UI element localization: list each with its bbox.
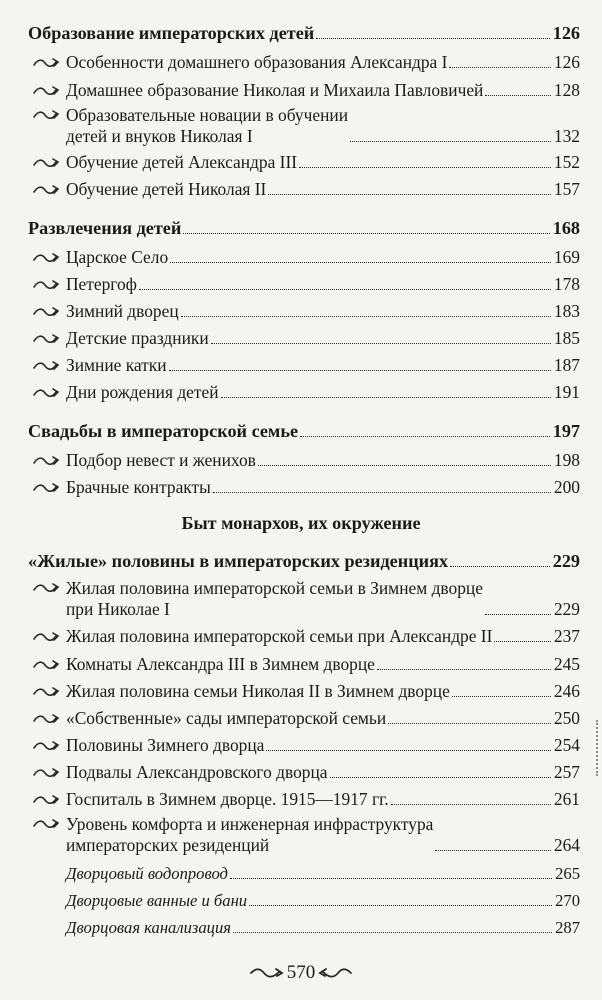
entry-title: Детские праздники <box>66 328 209 348</box>
scan-edge-mark <box>592 720 598 776</box>
page-number: 198 <box>553 450 580 470</box>
toc-entry[interactable] <box>32 301 580 322</box>
toc-entry[interactable] <box>32 654 580 675</box>
leader-dots <box>452 695 551 697</box>
leader-dots <box>213 491 551 493</box>
toc-section-education[interactable] <box>28 23 580 44</box>
toc-entry[interactable] <box>32 152 580 173</box>
ornament-icon <box>32 712 62 726</box>
entry-title: Дни рождения детей <box>66 382 219 402</box>
toc-entry[interactable] <box>32 103 580 147</box>
leader-dots <box>299 166 551 168</box>
leader-dots <box>233 931 552 933</box>
leader-dots <box>258 464 551 466</box>
leader-dots <box>494 640 551 642</box>
page-number: 250 <box>553 708 580 728</box>
toc-entry[interactable] <box>32 812 580 856</box>
page-number: 246 <box>553 681 580 701</box>
toc-entry[interactable] <box>32 179 580 200</box>
page-number: 264 <box>553 835 580 855</box>
page-number: 254 <box>553 735 580 755</box>
leader-dots <box>300 435 550 437</box>
leader-dots <box>377 668 551 670</box>
toc-entry[interactable] <box>32 382 580 403</box>
entry-title: Госпиталь в Зимнем дворце. 1915—1917 гг. <box>66 789 389 809</box>
page-number: 128 <box>553 80 580 100</box>
leader-dots <box>230 877 552 879</box>
entry-title-line: императорских резиденций <box>66 835 270 855</box>
section-title: «Жилые» половины в императорских резиденциях <box>28 551 449 571</box>
toc-section-entertainment[interactable] <box>28 218 580 239</box>
ornament-icon <box>32 386 62 400</box>
page-folio <box>0 962 602 984</box>
leader-dots <box>449 66 550 68</box>
page-number: 152 <box>553 152 580 172</box>
toc-entry[interactable] <box>32 247 580 268</box>
page-number: 126 <box>553 52 580 72</box>
toc-subentry[interactable] <box>66 863 580 884</box>
section-title: Свадьбы в императорской семье <box>28 421 299 441</box>
entry-title-line: при Николае I <box>66 599 170 619</box>
part-title: Быт монархов, их окружение <box>181 513 421 533</box>
page-number: 187 <box>553 355 580 375</box>
page-number: 287 <box>555 918 580 937</box>
entry-title: «Собственные» сады императорской семьи <box>66 708 387 728</box>
ornament-icon <box>32 481 62 495</box>
ornament-icon <box>32 278 62 292</box>
folio-ornament-left-icon <box>249 966 285 980</box>
page-number: 168 <box>552 218 580 238</box>
leader-dots <box>485 94 551 96</box>
page-number: 185 <box>553 328 580 348</box>
ornament-icon <box>32 156 62 170</box>
page-number: 126 <box>552 23 580 43</box>
toc-entry[interactable] <box>32 274 580 295</box>
entry-title: Обучение детей Александра III <box>66 152 298 172</box>
ornament-icon <box>32 793 62 807</box>
leader-dots <box>435 849 551 851</box>
ornament-icon <box>32 658 62 672</box>
toc-entry[interactable] <box>32 450 580 471</box>
toc-entry[interactable] <box>32 789 580 810</box>
page-number: 237 <box>553 626 580 646</box>
leader-dots <box>183 232 549 234</box>
entry-title: Царское Село <box>66 247 169 267</box>
page-number: 229 <box>553 599 580 619</box>
leader-dots <box>268 193 551 195</box>
leader-dots <box>450 565 550 567</box>
page-number: 169 <box>553 247 580 267</box>
leader-dots <box>266 749 551 751</box>
ornament-icon <box>32 685 62 699</box>
page-number: 570 <box>286 962 316 983</box>
leader-dots <box>316 37 549 39</box>
leader-dots <box>181 315 551 317</box>
page-number: 191 <box>553 382 580 402</box>
entry-title: Особенности домашнего образования Александра I <box>66 52 448 72</box>
ornament-icon <box>32 332 62 346</box>
entry-title-line: Образовательные новации в обучении <box>66 105 349 125</box>
toc-entry[interactable] <box>32 681 580 702</box>
ornament-icon <box>32 581 62 595</box>
subentry-title: Дворцовая канализация <box>66 918 231 937</box>
entry-title: Домашнее образование Николая и Михаила Павловичей <box>66 80 484 100</box>
ornament-icon <box>32 630 62 644</box>
page-number: 265 <box>555 864 580 883</box>
entry-title: Комнаты Александра III в Зимнем дворце <box>66 654 375 674</box>
ornament-icon <box>32 766 62 780</box>
folio-ornament-right-icon <box>317 966 353 980</box>
entry-title: Петергоф <box>66 274 137 294</box>
entry-title: Половины Зимнего дворца <box>66 735 265 755</box>
leader-dots <box>139 288 551 290</box>
section-title: Образование императорских детей <box>28 23 315 43</box>
ornament-icon <box>32 84 62 98</box>
entry-title: Жилая половина императорской семьи при Александре II <box>66 626 493 646</box>
leader-dots <box>388 722 551 724</box>
leader-dots <box>330 776 551 778</box>
entry-title: Жилая половина семьи Николая II в Зимнем дворце <box>66 681 450 701</box>
page-number: 229 <box>552 551 580 571</box>
entry-title-line: Уровень комфорта и инженерная инфраструктура <box>66 814 434 834</box>
entry-title-line: Жилая половина императорской семьи в Зимнем дворце <box>66 578 483 598</box>
ornament-icon <box>32 817 62 831</box>
page-number: 245 <box>553 654 580 674</box>
page-number: 183 <box>553 301 580 321</box>
subentry-title: Дворцовые ванные и бани <box>66 891 248 910</box>
leader-dots <box>211 342 551 344</box>
toc-entry[interactable] <box>32 80 580 101</box>
page-number: 132 <box>553 126 580 146</box>
toc-entry[interactable] <box>32 355 580 376</box>
page-number: 157 <box>553 179 580 199</box>
page-number: 197 <box>552 421 580 441</box>
toc-subentry[interactable] <box>66 917 580 938</box>
entry-title-line: детей и внуков Николая I <box>66 126 253 146</box>
page-number: 270 <box>555 891 580 910</box>
ornament-icon <box>32 56 62 70</box>
subentry-title: Дворцовый водопровод <box>66 864 228 883</box>
ornament-icon <box>32 251 62 265</box>
toc-entry[interactable] <box>32 576 580 620</box>
leader-dots <box>485 613 551 615</box>
toc-entry[interactable] <box>32 328 580 349</box>
ornament-icon <box>32 359 62 373</box>
toc-entry[interactable] <box>32 52 580 73</box>
entry-title: Подбор невест и женихов <box>66 450 256 470</box>
entry-title: Зимние катки <box>66 355 167 375</box>
toc-section-living-quarters[interactable] <box>28 551 580 572</box>
toc-entry[interactable] <box>32 735 580 756</box>
leader-dots <box>391 803 551 805</box>
entry-title: Зимний дворец <box>66 301 179 321</box>
toc-section-weddings[interactable] <box>28 421 580 442</box>
page-number: 178 <box>553 274 580 294</box>
ornament-icon <box>32 739 62 753</box>
toc-entry[interactable] <box>32 477 580 498</box>
section-title: Развлечения детей <box>28 218 182 238</box>
entry-title: Брачные контракты <box>66 477 211 497</box>
ornament-icon <box>32 108 62 122</box>
toc-entry[interactable] <box>32 762 580 783</box>
leader-dots <box>169 369 551 371</box>
page-number: 200 <box>553 477 580 497</box>
leader-dots <box>221 396 551 398</box>
toc-entry[interactable] <box>32 708 580 729</box>
ornament-icon <box>32 305 62 319</box>
leader-dots <box>170 261 551 263</box>
leader-dots <box>350 140 551 142</box>
ornament-icon <box>32 454 62 468</box>
toc-entry[interactable] <box>32 626 580 647</box>
page-number: 257 <box>553 762 580 782</box>
leader-dots <box>249 904 552 906</box>
entry-title: Подвалы Александровского дворца <box>66 762 328 782</box>
page-number: 261 <box>553 789 580 809</box>
toc-subentry[interactable] <box>66 890 580 911</box>
ornament-icon <box>32 183 62 197</box>
entry-title: Обучение детей Николая II <box>66 179 267 199</box>
